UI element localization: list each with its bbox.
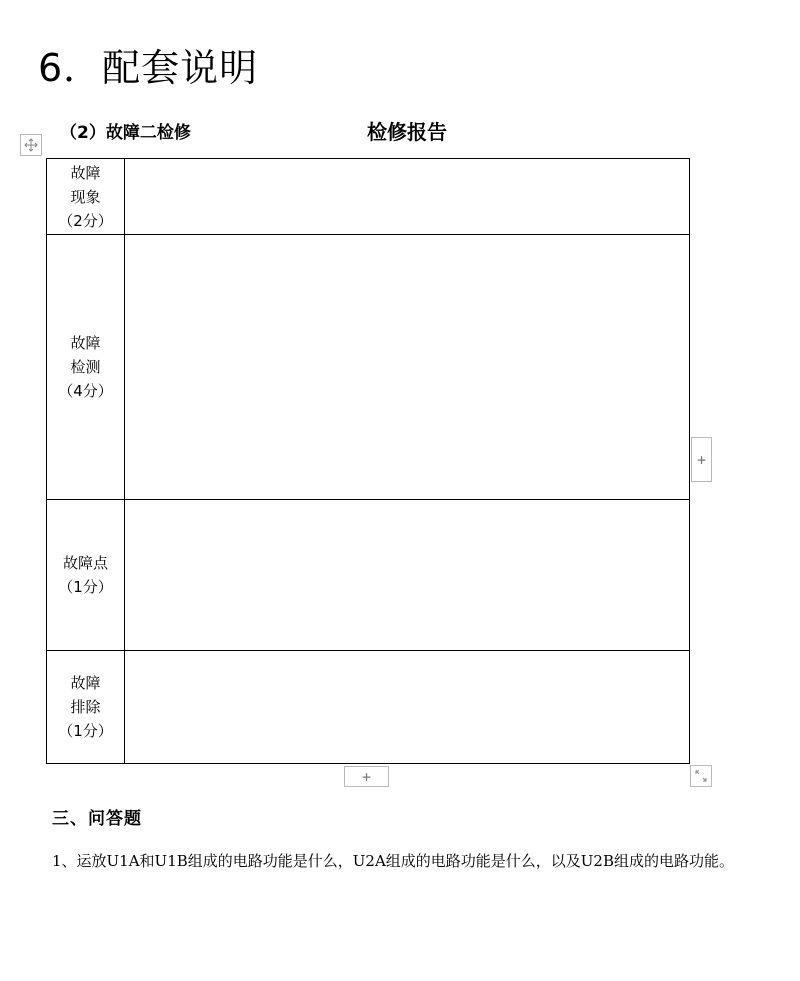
qa-section-heading: 三、问答题	[52, 809, 142, 829]
repair-report-table	[46, 158, 690, 764]
content-cell[interactable]	[125, 159, 690, 235]
table-resize-handle[interactable]	[690, 765, 712, 787]
table-row	[47, 500, 690, 651]
add-column-button[interactable]: +	[691, 437, 712, 482]
row-label-cell[interactable]: 故障 排除 （1分）	[47, 651, 125, 764]
question-text: 1、运放U1A和U1B组成的电路功能是什么，U2A组成的电路功能是什么，以及U2B组成的电路功能。	[52, 852, 734, 870]
move-arrows-icon	[24, 138, 38, 152]
table-row	[47, 235, 690, 500]
table-move-handle[interactable]	[20, 134, 42, 156]
row-label-cell[interactable]: 故障 现象 （2分）	[47, 159, 125, 235]
table-row	[47, 159, 690, 235]
resize-diagonal-icon	[694, 769, 708, 783]
fault-subtitle: （2）故障二检修	[60, 123, 191, 143]
section-title: 6．配套说明	[38, 46, 259, 90]
row-label-cell[interactable]: 故障点 （1分）	[47, 500, 125, 651]
content-cell[interactable]	[125, 235, 690, 500]
add-row-button[interactable]: +	[344, 766, 389, 787]
table-row	[47, 651, 690, 764]
content-cell[interactable]	[125, 500, 690, 651]
content-cell[interactable]	[125, 651, 690, 764]
report-title: 检修报告	[367, 120, 447, 144]
row-label-cell[interactable]: 故障 检测 （4分）	[47, 235, 125, 500]
